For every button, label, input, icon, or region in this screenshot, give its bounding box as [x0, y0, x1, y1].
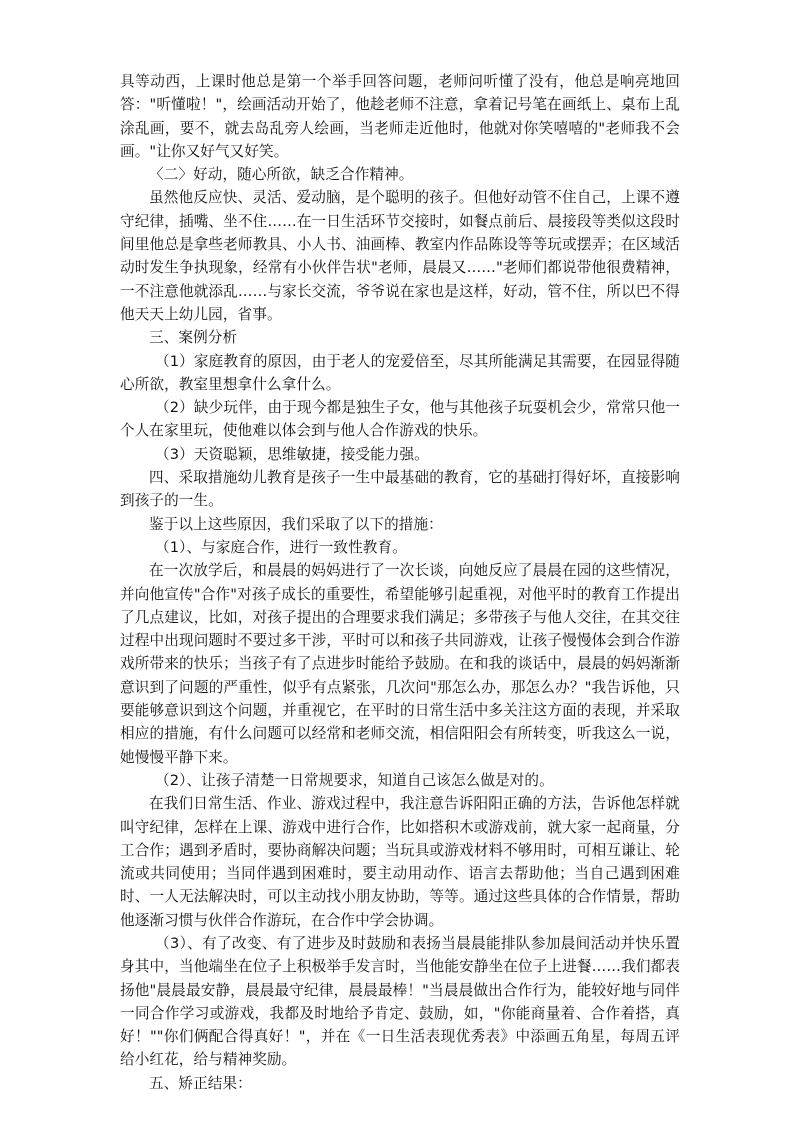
section-heading: 三、案例分析: [149, 329, 238, 347]
section-heading: 五、矫正结果：: [149, 1074, 252, 1092]
list-item: （3）天资聪颖，思维敏捷，接受能力强。: [155, 445, 429, 463]
list-item: （1）家庭教育的原因，由于老人的宠爱倍至，尽其所能满足其需要，在园显得随心所欲，教室里想拿什么拿什么。: [120, 352, 680, 393]
section-heading: 〈二〉好动，随心所欲，缺乏合作精神。: [149, 166, 414, 184]
paragraph: 在一次放学后，和晨晨的妈妈进行了一次长谈，向她反应了晨晨在园的这些情况，并向他宣传"合作"对孩子成长的重要性，希望能够引起重视，对他平时的教育工作提出了几点建议，比如，对孩子提出的合理要求我们满足；多带孩子与他人交往，在其交往过程中出现问题时不要过多干涉，平时可以和孩子共同游戏，让孩子慢慢体会到合作游戏所带来的快乐；当孩子有了点进步时能给予鼓励。在和我的谈话中，晨晨的妈妈渐渐意识到了问题的严重性，似乎有点紧张，几次问"那怎么办，那怎么办？"我告诉他，只要能够意识到这个问题，并重视它，在平时的日常生活中多关注这方面的表现，并采取相应的措施，有什么问题可以经常和老师交流，相信阳阳会有所转变，听我这么一说，她慢慢平静下来。: [120, 562, 680, 766]
list-item: （2）、让孩子清楚一日常规要求，知道自己该怎么做是对的。: [155, 771, 554, 789]
paragraph: 虽然他反应快、灵活、爱动脑，是个聪明的孩子。但他好动管不住自己，上课不遵守纪律，插嘴、坐不住……在一日生活环节交接时，如餐点前后、晨接段等类似这段时间里他总是拿些老师教具、小人书、油画棒、教室内作品陈设等等玩或摆弄；在区域活动时发生争执现象，经常有小伙伴告状"老师，晨晨又……"老师们都说带他很费精神，一不注意他就添乱……与家长交流，爷爷说在家也是这样，好动，管不住，所以巴不得他天天上幼儿园，省事。: [120, 189, 680, 323]
list-item: （2）缺少玩伴，由于现今都是独生子女，他与其他孩子玩耍机会少，常常只他一个人在家里玩，使他难以体会到与他人合作游戏的快乐。: [120, 399, 680, 440]
section-heading: 四、采取措施幼儿教育是孩子一生中最基础的教育，它的基础打得好坏，直接影响到孩子的一生。: [120, 469, 680, 510]
paragraph: 鉴于以上这些原因，我们采取了以下的措施：: [149, 515, 443, 533]
document-body: [120, 70, 680, 1095]
paragraph: 具等动西，上课时他总是第一个举手回答问题，老师问听懂了没有，他总是响亮地回答："听懂啦！"，绘画活动开始了，他趁老师不注意，拿着记号笔在画纸上、桌布上乱涂乱画，要不，就去岛乱旁人绘画，当老师走近他时，他就对你笑嘻嘻的"老师我不会画。"让你又好气又好笑。: [120, 73, 680, 160]
list-item: （3）、有了改变、有了进步及时鼓励和表扬当晨晨能排队参加晨间活动并快乐置身其中，当他端坐在位子上积极举手发言时，当他能安静坐在位子上进餐……我们都表扬他"晨晨最安静，晨晨最守纪律，晨晨最棒！"当晨晨做出合作行为，能较好地与同伴一同合作学习或游戏，我都及时地给予肯定、鼓励，如，"你能商量着、合作着搭，真好！""你们俩配合得真好！"，并在《一日生活表现优秀表》中添画五角星，每周五评给小红花，给与精神奖励。: [120, 934, 680, 1069]
list-item: （1）、与家庭合作，进行一致性教育。: [155, 538, 407, 556]
paragraph: 在我们日常生活、作业、游戏过程中，我注意告诉阳阳正确的方法，告诉他怎样就叫守纪律，怎样在上课、游戏中进行合作，比如搭积木或游戏前，就大家一起商量，分工合作；遇到矛盾时，要协商解决问题；当玩具或游戏材料不够用时，可相互谦让、轮流或共同使用；当同伴遇到困难时，要主动用动作、语言去帮助他；当自己遇到困难时、一人无法解决时，可以主动找小朋友协助，等等。通过这些具体的合作情景，帮助他逐渐习惯与伙伴合作游玩，在合作中学会协调。: [120, 795, 680, 929]
